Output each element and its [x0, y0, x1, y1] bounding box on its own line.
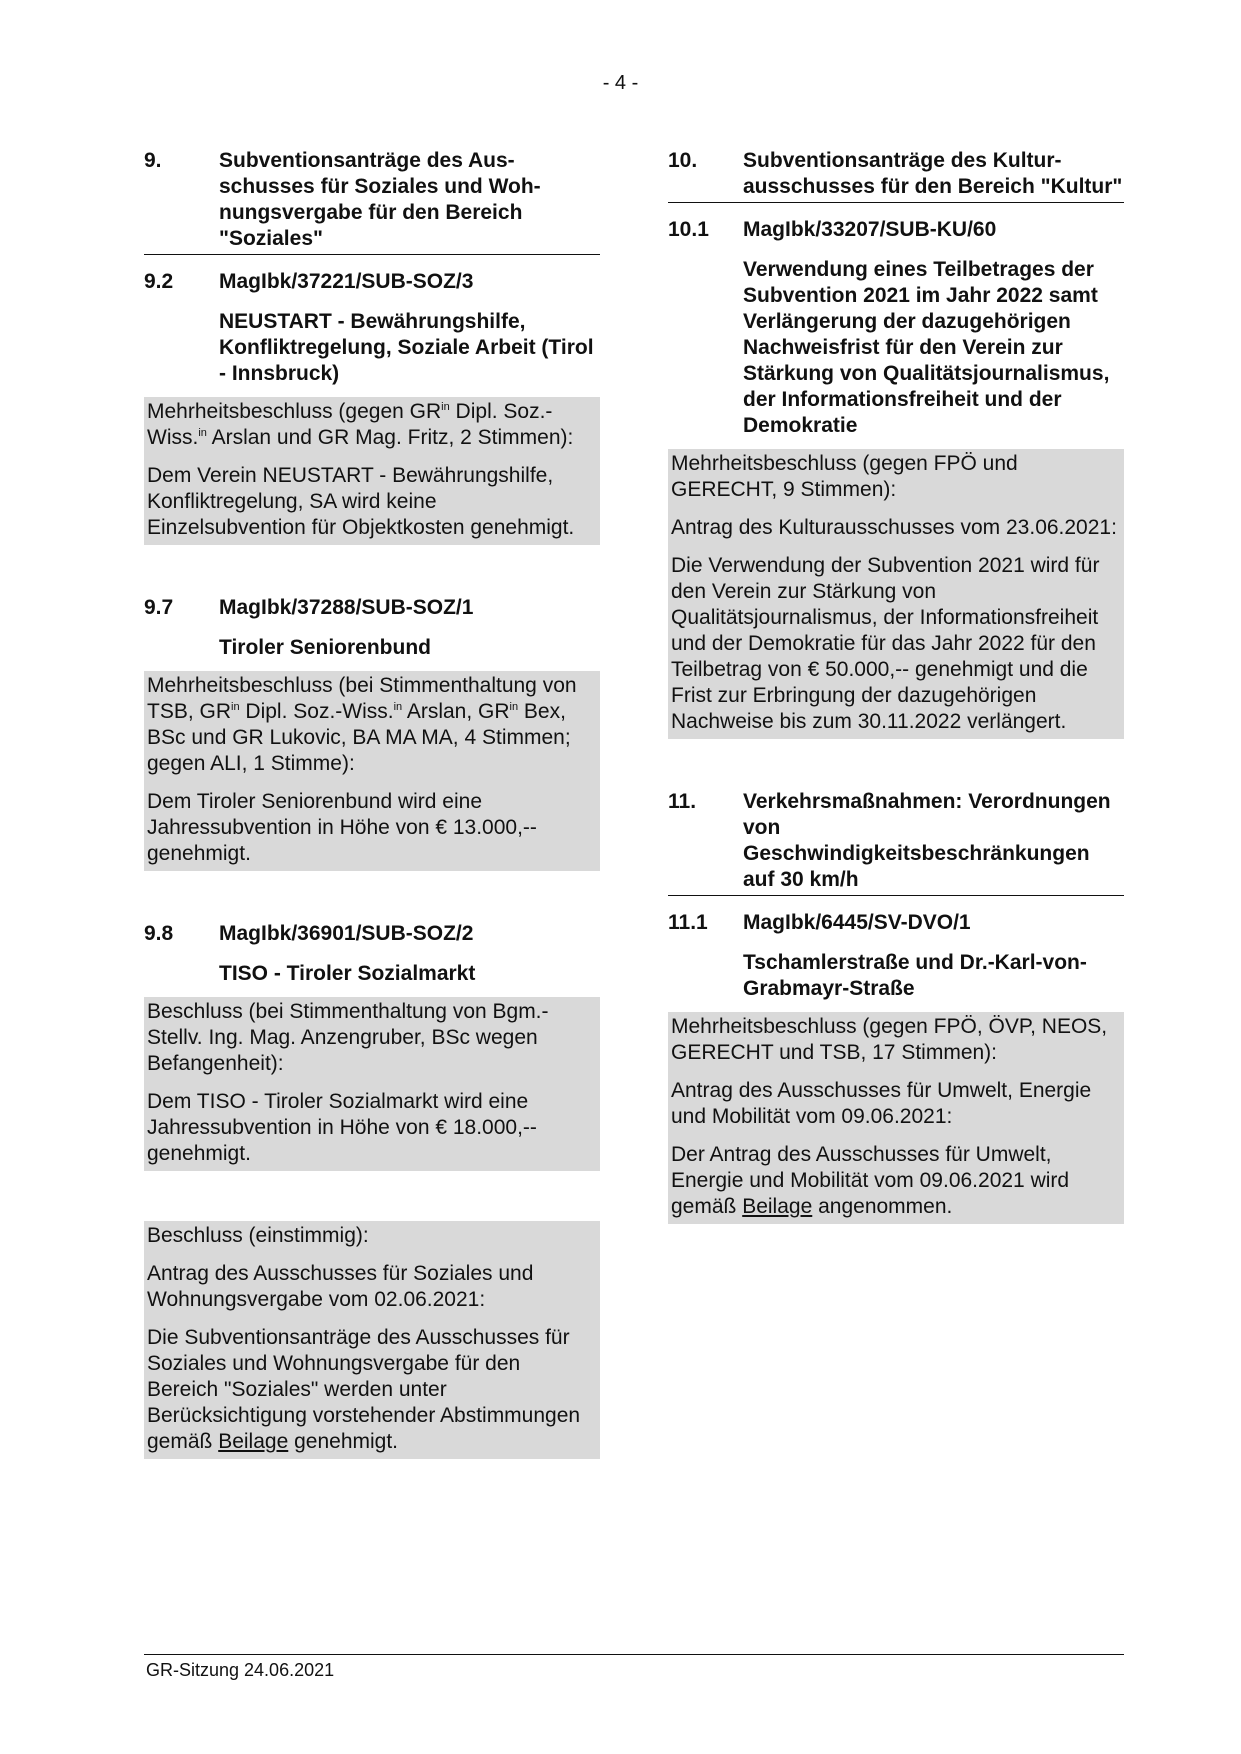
decision-text: Beschluss (bei Stimmenthaltung von Bgm.-Stellv. Ing. Mag. Anzengruber, BSc wegen Befangenheit): — [147, 1000, 549, 1075]
section-number: 9. — [144, 149, 162, 172]
item-9-8 — [144, 921, 600, 1171]
item-id: MagIbk/36901/SUB-SOZ/2 — [219, 922, 474, 945]
section-10-heading — [668, 148, 1124, 203]
antrag-text: Antrag des Ausschusses für Umwelt, Energie und Mobilität vom 09.06.2021: — [671, 1079, 1092, 1128]
resolution-text: Dem Verein NEUSTART - Bewährungshilfe, Konfliktregelung, SA wird keine Einzelsubvention für Objektkosten genehmigt. — [147, 464, 575, 539]
decision-text: Mehrheitsbeschluss (gegen FPÖ und GERECHT, 9 Stimmen): — [671, 452, 1018, 501]
item-subtitle: TISO - Tiroler Sozialmarkt — [219, 962, 476, 985]
beilage-link[interactable]: Beilage — [218, 1430, 289, 1453]
item-9-2 — [144, 269, 600, 545]
section-number: 11. — [668, 790, 697, 813]
item-id: MagIbk/33207/SUB-KU/60 — [743, 218, 997, 241]
item-9-7 — [144, 595, 600, 871]
item-number: 9.8 — [144, 922, 174, 945]
decision-text: Mehrheitsbeschluss (gegen FPÖ, ÖVP, NEOS, GERECHT und TSB, 17 Stimmen): — [671, 1015, 1108, 1064]
section-title: Verkehrsmaßnahmen: Verordnungen von Geschwindigkeitsbeschränkungen auf 30 km/h — [743, 790, 1111, 891]
antrag-text: Antrag des Ausschusses für Soziales und Wohnungsvergabe vom 02.06.2021: — [147, 1262, 534, 1311]
item-subtitle: Verwendung eines Teilbetrages der Subvention 2021 im Jahr 2022 samt Verlängerung der dazugehörigen Nachweisfrist für den Verein zur Stärkung von Qualitätsjournalismus, der Informationsfreiheit und der Demokratie — [743, 258, 1110, 437]
section-9-heading — [144, 148, 600, 255]
resolution-text: Dem Tiroler Seniorenbund wird eine Jahressubvention in Höhe von € 13.000,-- genehmigt. — [147, 790, 537, 865]
resolution-text: Die Verwendung der Subvention 2021 wird für den Verein zur Stärkung von Qualitätsjournalismus, der Informationsfreiheit und der Demokratie für das Jahr 2022 für den Teilbetrag von € 50.000,-- genehmigt und die Frist zur Erbringung der dazugehörigen Nachweise bis zum 30.11.2022 verlängert. — [671, 554, 1100, 733]
resolution-text: Der Antrag des Ausschusses für Umwelt, Energie und Mobilität vom 09.06.2021 wird gemäß Beilage angenommen. — [671, 1143, 1070, 1218]
item-number: 9.7 — [144, 596, 174, 619]
footer-divider — [144, 1654, 1124, 1655]
item-number: 9.2 — [144, 270, 174, 293]
decision-text: Mehrheitsbeschluss (gegen $GR^{in}$ Dipl. Soz.-Wiss.$^{in}$ Arslan und GR Mag. Fritz, 2 Stimmen): — [147, 400, 574, 449]
decision-text: Beschluss (einstimmig): — [147, 1224, 369, 1247]
decision-box — [668, 449, 1124, 739]
item-subtitle: Tiroler Seniorenbund — [219, 636, 431, 659]
beilage-link[interactable]: Beilage — [742, 1195, 813, 1218]
item-subtitle: Tschamlerstraße und Dr.-Karl-von-Grabmayr-Straße — [743, 951, 1087, 1000]
section-11-heading — [668, 789, 1124, 896]
item-11-1 — [668, 910, 1124, 1224]
page-number: - 4 - — [602, 72, 639, 94]
decision-text: Mehrheitsbeschluss (bei Stimmenthaltung von TSB, $GR^{in}$ Dipl. Soz.-Wiss.$^{in}$ Arslan, $GR^{in}$ Bex, BSc und GR Lukovic, BA MA MA, 4 Stimmen; gegen ALI, 1 Stimme): — [147, 674, 577, 775]
decision-box — [144, 997, 600, 1171]
item-10-1 — [668, 217, 1124, 739]
item-number: 11.1 — [668, 911, 708, 934]
decision-box — [144, 671, 600, 871]
item-id: MagIbk/37221/SUB-SOZ/3 — [219, 270, 474, 293]
section-number: 10. — [668, 149, 698, 172]
item-id: MagIbk/37288/SUB-SOZ/1 — [219, 596, 474, 619]
footer-text: GR-Sitzung 24.06.2021 — [146, 1660, 335, 1680]
decision-box — [668, 1012, 1124, 1224]
section-title: Subventionsanträge des Kultur-ausschusses für den Bereich "Kultur" — [743, 149, 1123, 198]
decision-box — [144, 397, 600, 545]
right-column — [668, 148, 1124, 1224]
item-id: MagIbk/6445/SV-DVO/1 — [743, 911, 971, 934]
section-title: Subventionsanträge des Aus-schusses für Soziales und Woh-nungsvergabe für den Bereich "Soziales" — [219, 149, 541, 250]
item-subtitle: NEUSTART - Bewährungshilfe, Konfliktregelung, Soziale Arbeit (Tirol - Innsbruck) — [219, 310, 594, 385]
left-column — [144, 148, 600, 1459]
antrag-text: Antrag des Kulturausschusses vom 23.06.2021: — [671, 516, 1117, 539]
resolution-text: Die Subventionsanträge des Ausschusses für Soziales und Wohnungsvergabe für den Bereich "Soziales" werden unter Berücksichtigung vorstehender Abstimmungen gemäß Beilage genehmigt. — [147, 1326, 581, 1453]
item-number: 10.1 — [668, 218, 709, 241]
summary-decision-box — [144, 1221, 600, 1459]
resolution-text: Dem TISO - Tiroler Sozialmarkt wird eine Jahressubvention in Höhe von € 18.000,-- genehmigt. — [147, 1090, 537, 1165]
